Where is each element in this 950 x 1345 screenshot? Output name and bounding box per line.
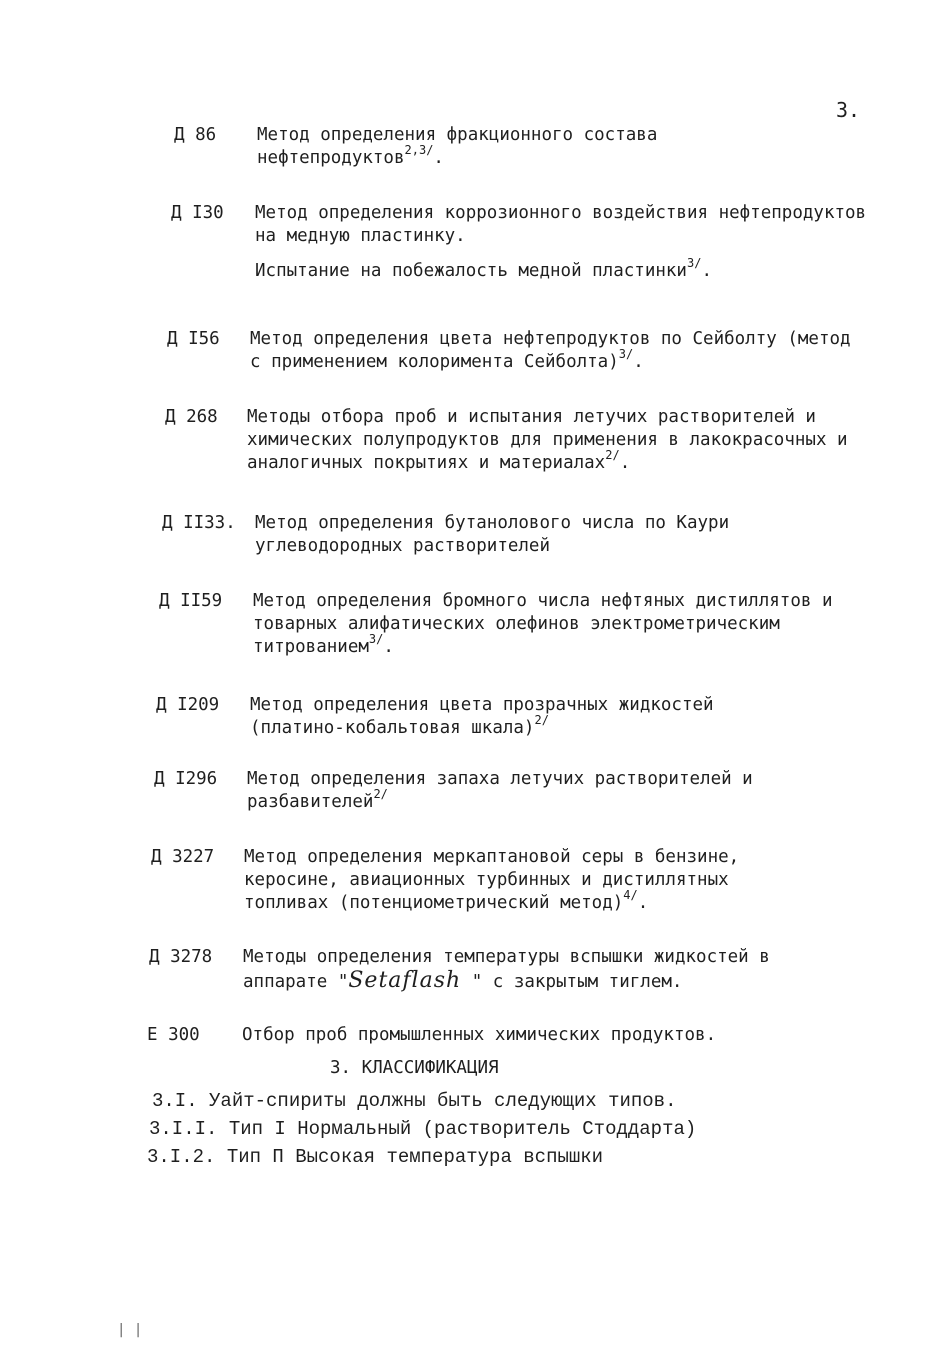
description-text: Метод определения бромного числа нефтяных дистиллятов и товарных алифатических олефинов электрометрическим титрованием [253,591,833,657]
standard-description [255,512,800,558]
reference-mark: 2/ [534,713,549,728]
clause-3-1-2: 3.I.2. Тип П Высокая температура вспышки [147,1146,604,1168]
standard-code: Д II33. [162,513,236,533]
standard-code: Д I296 [154,769,218,789]
description-text: Метод определения цвета нефтепродуктов по Сейболту (метод с применением колоримента Сейболта) [250,329,851,372]
page-number: 3. [836,98,861,122]
standard-code: Д 3227 [151,847,215,867]
end-mark: . [633,352,644,372]
description-text: Метод определения запаха летучих растворителей и разбавителей [247,769,753,812]
description-text: Испытание на побежалость медной пластинки [255,261,687,281]
standard-description [250,328,855,374]
section-heading: 3. КЛАССИФИКАЦИЯ [330,1058,499,1078]
end-mark: . [701,261,712,281]
standard-description [257,124,727,170]
standard-description [247,768,832,814]
reference-mark: 3/ [618,347,634,362]
description-tail: " с закрытым тиглем. [471,972,683,992]
standard-code: Д 268 [165,407,218,427]
standard-description [247,406,872,475]
clause-3-1: 3.I. Уайт-спириты должны быть следующих типов. [152,1090,677,1112]
standard-code: Д 3278 [149,947,213,967]
standard-description [250,694,775,740]
standard-code: Д II59 [159,591,223,611]
reference-mark: 3/ [686,256,702,271]
end-mark: . [637,893,649,913]
description-text: Метод определения бутанолового числа по Каури углеводородных растворителей [255,513,730,556]
description-text: Методы определения температуры вспышки жидкостей в аппарате " [243,947,770,992]
standard-description [243,946,843,994]
standard-code: Д I56 [167,329,220,349]
description-text: Метод определения цвета прозрачных жидкостей (платино-кобальтовая шкала) [250,695,714,738]
description-text: Отбор проб промышленных химических продуктов. [242,1025,717,1045]
end-mark: . [433,148,444,168]
reference-mark: 3/ [368,632,384,647]
margin-mark: | | [117,1322,143,1338]
description-text: Метод определения коррозионного воздействия нефтепродуктов на медную пластинку. [255,203,867,246]
standard-description [253,590,883,659]
reference-mark: 2/ [605,448,620,463]
end-mark: . [619,453,631,473]
handwritten-setaflash: Setaflash [348,968,462,993]
standard-description [244,846,804,915]
clause-3-1-1: 3.I.I. Тип I Нормальный (растворитель Стоддарта) [149,1118,697,1140]
description-text: Методы отбора проб и испытания летучих растворителей и химических полупродуктов для применения в лакокрасочных и аналогичных покрытиях и материалах [247,407,848,473]
reference-mark: 2,3/ [404,143,434,158]
reference-mark: 2/ [373,787,388,802]
description-text: Метод определения меркаптановой серы в бензине, керосине, авиационных турбинных и дистиллятных топливах (потенциометрический метод) [244,847,740,913]
standard-description [242,1024,862,1047]
reference-mark: 4/ [623,888,638,903]
standard-code: Д I209 [156,695,220,715]
standard-description [255,202,885,283]
standard-code: Е 300 [147,1025,200,1045]
description-text: Метод определения фракционного состава нефтепродуктов [257,125,658,168]
standard-code: Д 86 [174,125,217,145]
standard-code: Д I30 [171,203,224,223]
end-mark: . [383,637,394,657]
